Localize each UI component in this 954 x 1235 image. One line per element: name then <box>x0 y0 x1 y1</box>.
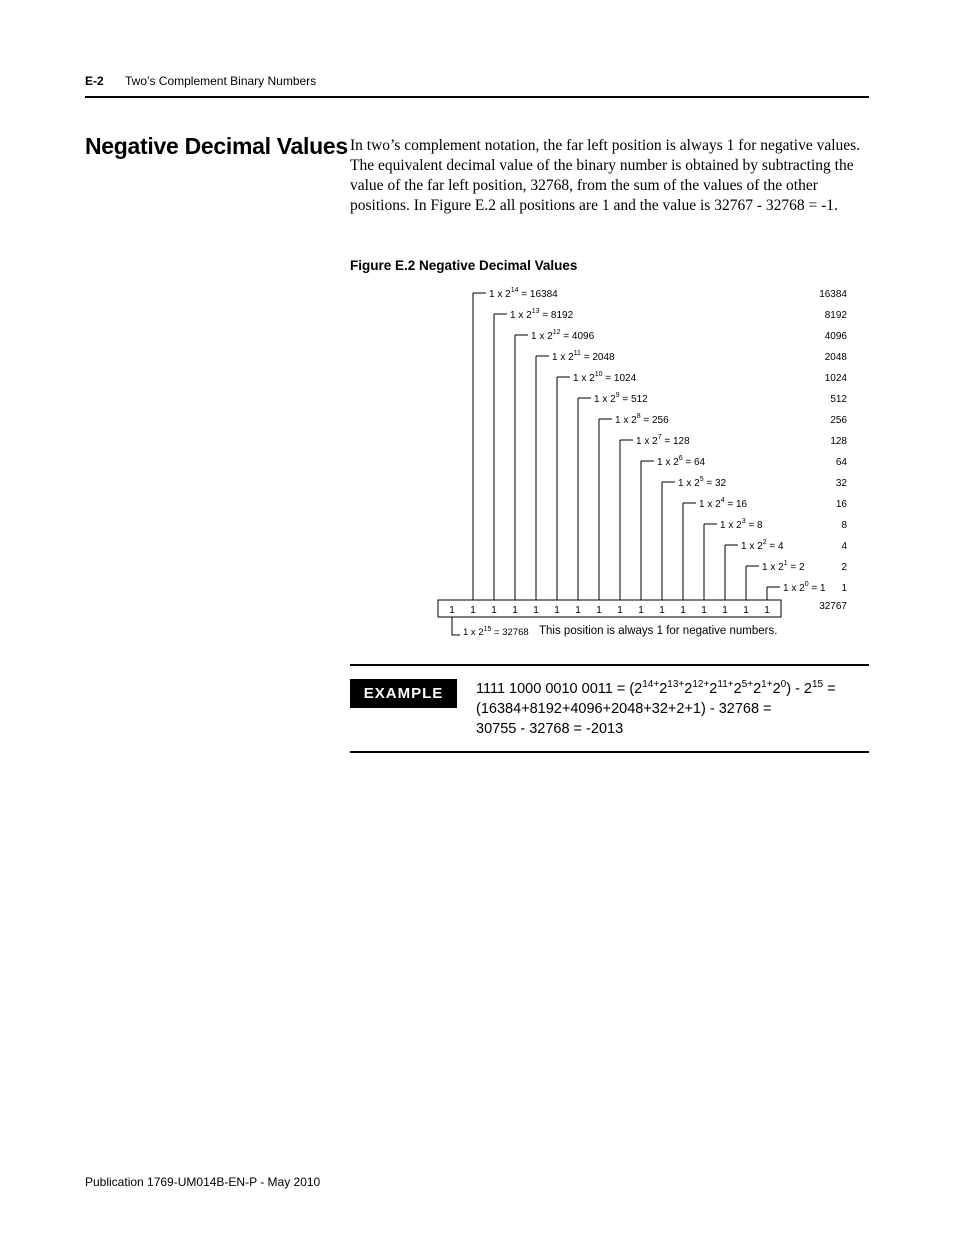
position-label: 1 x $2^0 = 1$ <box>783 581 826 594</box>
section-title: Negative Decimal Values <box>85 133 348 159</box>
bit-digit: 1 <box>659 605 665 616</box>
position-value: 1024 <box>824 373 847 384</box>
position-value: 4096 <box>824 331 847 342</box>
position-value: 512 <box>830 394 847 405</box>
sum-value: 32767 <box>819 601 847 612</box>
body-paragraph: In two’s complement notation, the far left position is always 1 for negative values. The equivalent decimal value of the binary number is obtained by subtracting the value of the far left position, 32768, from the sum of the values of the other positions. In Figure E.2 all positions are 1 and the value is 32767 - 32768 = -1. <box>350 137 861 214</box>
sign-bit-label: 1 x $2^{15} = 32768$ <box>463 626 529 638</box>
example-top-rule <box>350 664 869 666</box>
position-value: 1 <box>841 583 847 594</box>
position-value: 2048 <box>824 352 847 363</box>
position-value: 256 <box>830 415 847 426</box>
position-label: 1 x $2^6 = 64$ <box>657 455 706 468</box>
sign-bit-note: This position is always 1 for negative numbers. <box>539 625 778 637</box>
position-value: 128 <box>830 436 847 447</box>
position-value: 8192 <box>824 310 847 321</box>
position-value: 8 <box>841 520 847 531</box>
position-label: 1 x $2^3 = 8$ <box>720 518 763 531</box>
bit-digit: 1 <box>638 605 644 616</box>
bit-digit: 1 <box>743 605 749 616</box>
bit-digit: 1 <box>470 605 476 616</box>
position-label: 1 x $2^9 = 512$ <box>594 392 648 405</box>
page-number: E-2 <box>85 74 104 88</box>
bit-digit: 1 <box>701 605 707 616</box>
position-value: 32 <box>835 478 847 489</box>
bit-digit: 1 <box>680 605 686 616</box>
publication-footer: Publication 1769-UM014B-EN-P - May 2010 <box>85 1175 321 1189</box>
bit-box <box>438 600 781 617</box>
chapter-title: Two’s Complement Binary Numbers <box>125 74 317 88</box>
bit-digit: 1 <box>722 605 728 616</box>
bit-digit: 1 <box>491 605 497 616</box>
position-value: 4 <box>841 541 847 552</box>
bit-digit: 1 <box>596 605 602 616</box>
example-bottom-rule <box>350 751 869 753</box>
position-label: 1 x $2^1 = 2$ <box>762 560 805 573</box>
bit-digit: 1 <box>764 605 770 616</box>
position-label: 1 x $2^{10} = 1024$ <box>573 371 637 384</box>
position-label: 1 x $2^{11} = 2048$ <box>552 350 615 363</box>
position-value: 2 <box>841 562 847 573</box>
example-line-2: (16384+8192+4096+2048+32+2+1) - 32768 = <box>476 701 772 717</box>
bit-digit: 1 <box>512 605 518 616</box>
bit-digit: 1 <box>617 605 623 616</box>
example-line-1: 1111 1000 0010 $0011 = (2^{14+}2^{13+}2^{12+}2^{11+}2^{5+}2^{1+}2^0) - 2^{15}$ = <box>476 679 836 697</box>
bit-digit: 1 <box>575 605 581 616</box>
bit-digit: 1 <box>533 605 539 616</box>
position-value: 64 <box>835 457 847 468</box>
position-value: 16 <box>835 499 847 510</box>
bit-digit: 1 <box>554 605 560 616</box>
example-text <box>476 679 871 739</box>
position-label: 1 x $2^2 = 4$ <box>741 539 784 552</box>
position-label: 1 x $2^5 = 32$ <box>678 476 727 489</box>
position-label: 1 x $2^4 = 16$ <box>699 497 748 510</box>
position-value: 16384 <box>819 289 847 300</box>
position-label: 1 x $2^8 = 256$ <box>615 413 669 426</box>
bit-digit: 1 <box>449 605 455 616</box>
example-badge: EXAMPLE <box>350 679 457 708</box>
position-label: 1 x $2^{12} = 4096$ <box>531 329 595 342</box>
position-label: 1 x $2^7 = 128$ <box>636 434 690 447</box>
figure-caption: Figure E.2 Negative Decimal Values <box>350 258 578 273</box>
position-label: 1 x $2^{14} = 16384$ <box>489 287 558 300</box>
sign-bit-leader <box>452 617 460 635</box>
example-line-3: 30755 - 32768 = -2013 <box>476 721 624 737</box>
position-label: 1 x $2^{13} = 8192$ <box>510 308 574 321</box>
